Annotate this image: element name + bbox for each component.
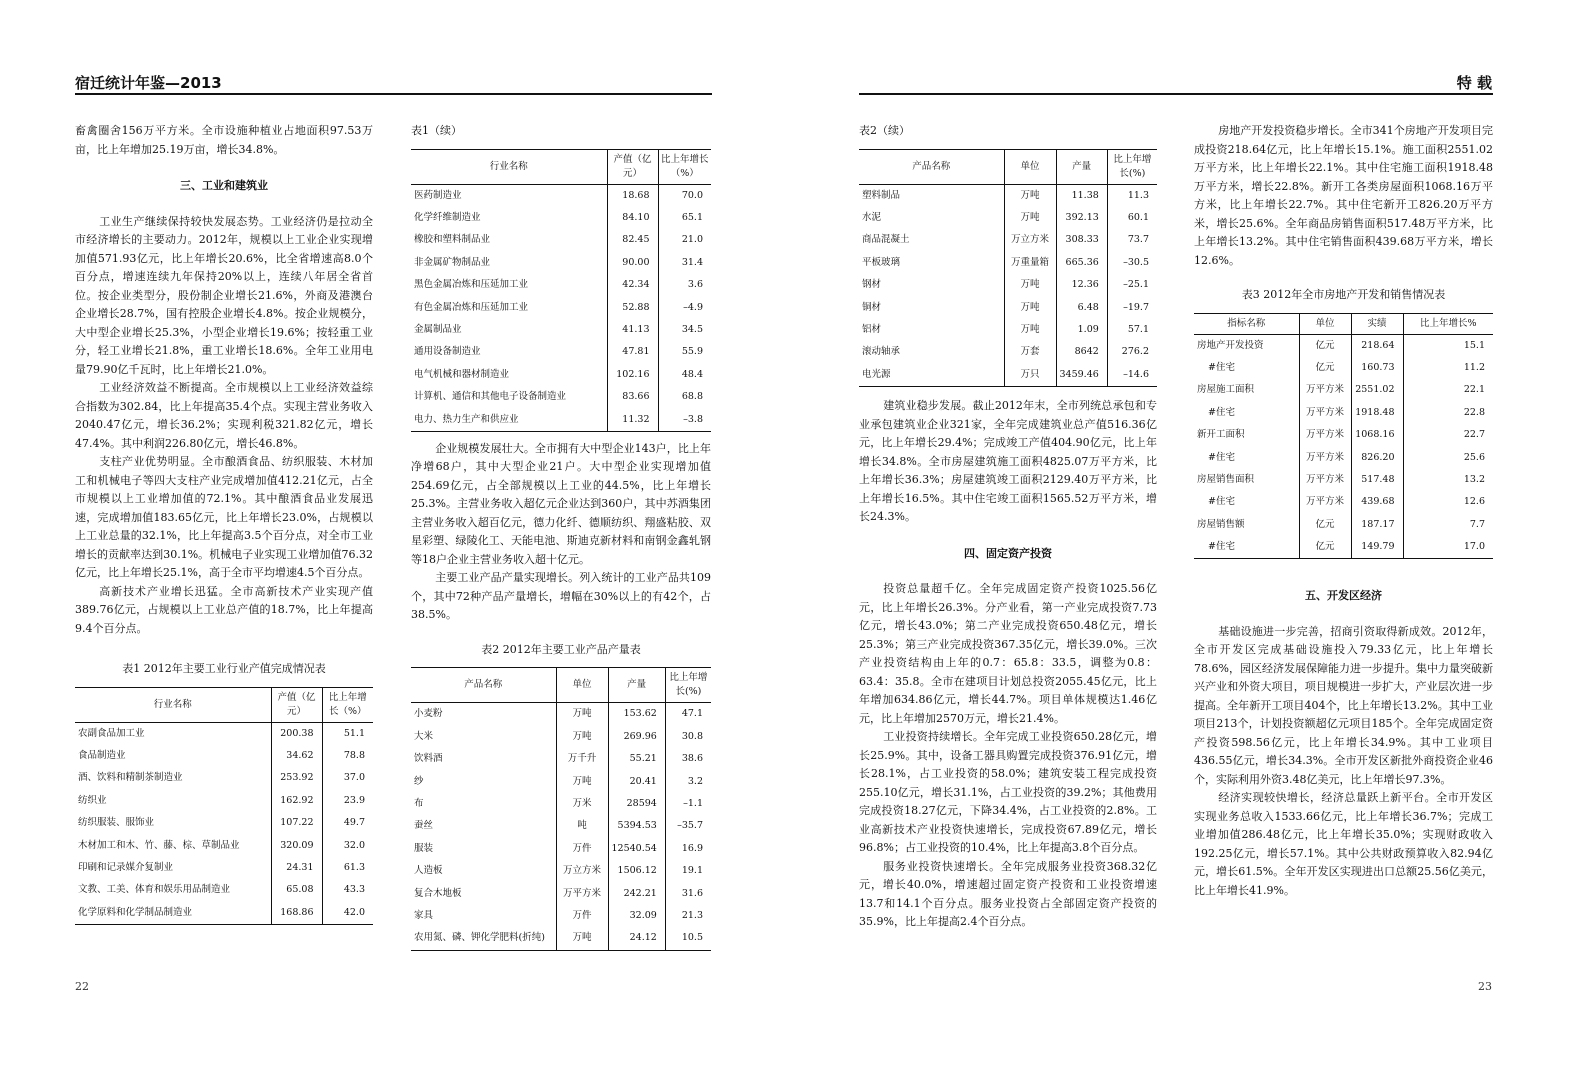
table-cell: 1068.16 xyxy=(1351,424,1403,446)
table-header-cell: 单位 xyxy=(1299,313,1351,334)
left-page xyxy=(0,0,790,1077)
page-number: 23 xyxy=(1478,980,1492,993)
table-1-continued xyxy=(411,149,711,432)
table-row xyxy=(75,834,373,856)
table-cell: 1.09 xyxy=(1056,319,1107,341)
table-cell: 32.09 xyxy=(608,905,665,927)
table-cell: 13.2 xyxy=(1403,469,1493,491)
table-cell: 万吨 xyxy=(556,927,608,950)
table-cell: 47.81 xyxy=(607,341,658,363)
table-cell: 320.09 xyxy=(271,834,322,856)
table-cell: 万平方米 xyxy=(1299,379,1351,401)
table-row xyxy=(75,745,373,767)
table-cell: 18.68 xyxy=(607,184,658,207)
table-cell: 水泥 xyxy=(862,212,882,224)
table-cell: –1.1 xyxy=(665,793,711,815)
table-row xyxy=(411,770,711,792)
table-header-cell: 行业名称 xyxy=(153,698,192,710)
table-header-cell: 产值（亿元） xyxy=(271,687,322,722)
table-cell: 蚕丝 xyxy=(414,820,434,832)
table-row xyxy=(411,703,711,726)
table-row xyxy=(411,905,711,927)
table-cell: 665.36 xyxy=(1056,252,1107,274)
table-cell: 亿元 xyxy=(1299,536,1351,559)
table-row xyxy=(1194,379,1493,401)
table-row xyxy=(859,184,1157,207)
table-cell: 铜材 xyxy=(862,301,882,313)
table-cell: 万吨 xyxy=(1004,184,1056,207)
table-row xyxy=(75,790,373,812)
paragraph: 服务业投资快速增长。全年完成服务业投资368.32亿元，增长40.0%，增速超过固定资产投资和工业投资增速13.7和14.1个百分点。服务业投资占全部固定资产投资的35.9%，比上年提高2.4个百分点。 xyxy=(859,859,1157,929)
table-cell: 万件 xyxy=(556,905,608,927)
table-row xyxy=(411,408,711,431)
table-cell: 11.38 xyxy=(1056,184,1107,207)
table-cell: 32.0 xyxy=(322,834,373,856)
table-cell: –35.7 xyxy=(665,815,711,837)
table-cell: 金属制品业 xyxy=(414,324,462,336)
table-cell: #住宅 xyxy=(1208,496,1235,508)
table-1 xyxy=(75,687,373,926)
table-row xyxy=(1194,514,1493,536)
table-cell: 12540.54 xyxy=(608,838,665,860)
table-cell: 102.16 xyxy=(607,364,658,386)
table-header-cell: 指标名称 xyxy=(1227,317,1266,329)
table-cell: 新开工面积 xyxy=(1197,429,1245,441)
table-cell: 万平方米 xyxy=(1299,491,1351,513)
table-cell: 亿元 xyxy=(1299,334,1351,357)
table-cell: 万套 xyxy=(1004,341,1056,363)
table-cell: 57.1 xyxy=(1107,319,1157,341)
table-row xyxy=(411,274,711,296)
table-cell: 万吨 xyxy=(1004,319,1056,341)
table-cell: 218.64 xyxy=(1351,334,1403,357)
table-cell: 房屋销售面积 xyxy=(1197,474,1255,486)
table-cell: 34.5 xyxy=(658,319,711,341)
table-cell: 钢材 xyxy=(862,279,882,291)
table-cell: 电光源 xyxy=(862,368,891,380)
table-cell: 平板玻璃 xyxy=(862,256,901,268)
table-cell: 服装 xyxy=(414,842,434,854)
paragraph: 投资总量超千亿。全年完成固定资产投资1025.56亿元，比上年增长26.3%。分产业看，第一产业完成投资7.73亿元，增长43.0%；第二产业完成投资650.48亿元，增长25.3%；第三产业完成投资367.35亿元，增长39.0%。三次产业投资结构由上年的0.7：65.8：33.5，调整为0.8：63.4：35.8。全市在建项目计划总投资2055.45亿元，比上年增加634.86亿元，增长44.7%。项目单体规模达1.46亿元，比上年增加2570万元，增长21.4%。 xyxy=(859,582,1157,725)
table-cell: –19.7 xyxy=(1107,296,1157,318)
table-cell: 3459.46 xyxy=(1056,364,1107,387)
table-cell: 万只 xyxy=(1004,364,1056,387)
table-cell: 滚动轴承 xyxy=(862,346,901,358)
table-cell: 78.8 xyxy=(322,745,373,767)
table-cell: 200.38 xyxy=(271,722,322,745)
table-cell: –30.5 xyxy=(1107,252,1157,274)
table-row xyxy=(411,793,711,815)
table-row xyxy=(411,184,711,207)
table-row xyxy=(1194,334,1493,357)
table-cell: 23.9 xyxy=(322,790,373,812)
table-row xyxy=(75,902,373,925)
table-cell: 20.41 xyxy=(608,770,665,792)
table-cell: 万千升 xyxy=(556,748,608,770)
paragraph: 房地产开发投资稳步增长。全市341个房地产开发项目完成投资218.64亿元，比上年增长15.1%。施工面积2551.02万平方米，比上年增长22.1%。其中住宅施工面积1918.48万平方米，增长22.8%。新开工各类房屋面积1068.16万平方米，比上年增长22.7%。其中住宅新开工826.20万平方米，增长25.6%。全年商品房销售面积517.48万平方米，比上年增长13.2%。其中住宅销售面积439.68万平方米，增长12.6%。 xyxy=(1194,124,1493,267)
table-cell: 食品制造业 xyxy=(78,750,126,762)
table-cell: 万平方米 xyxy=(1299,424,1351,446)
table-cell: 30.8 xyxy=(665,726,711,748)
table-cell: 153.62 xyxy=(608,703,665,726)
paragraph: 高新技术产业增长迅猛。全市高新技术产业实现产值389.76亿元，占规模以上工业总产值的18.7%，比上年提高9.4个百分点。 xyxy=(75,584,373,635)
table-row xyxy=(411,927,711,950)
table-cell: 万立方米 xyxy=(1004,229,1056,251)
table-row xyxy=(411,726,711,748)
table-cell: 复合木地板 xyxy=(414,887,462,899)
table-cell: 82.45 xyxy=(607,229,658,251)
table-cell: 392.13 xyxy=(1056,207,1107,229)
table-cell: 木材加工和木、竹、藤、棕、草制品业 xyxy=(78,839,240,851)
table-cell: 人造板 xyxy=(414,865,443,877)
table-header-cell: 比上年增长(%) xyxy=(665,668,711,703)
table-cell: 60.1 xyxy=(1107,207,1157,229)
table-row xyxy=(75,767,373,789)
table-row xyxy=(411,252,711,274)
table-cell: 16.9 xyxy=(665,838,711,860)
table-cell: 31.4 xyxy=(658,252,711,274)
table-header-cell: 单位 xyxy=(1004,149,1056,184)
table-cell: 24.31 xyxy=(271,857,322,879)
table-header-cell: 产值（亿元） xyxy=(607,149,658,184)
table-cell: 19.1 xyxy=(665,860,711,882)
table-cell: 万吨 xyxy=(1004,207,1056,229)
table-cell: #住宅 xyxy=(1208,362,1235,374)
table-row xyxy=(411,748,711,770)
table-cell: 41.13 xyxy=(607,319,658,341)
paragraph: 企业规模发展壮大。全市拥有大中型企业143户，比上年净增68户，其中大型企业21户。大中型企业实现增加值254.69亿元，占全部规模以上工业的44.5%，比上年增长25.3%。主营业务收入超亿元企业达到360户，其中苏酒集团主营业务收入超百亿元，德力化纤、德顺纺织、翔盛粘胶、双星彩塑、绿陵化工、天能电池、斯迪克新材料和南钢金鑫轧钢等18户企业主营业务收入超十亿元。 xyxy=(411,441,711,566)
table-cell: 2551.02 xyxy=(1351,379,1403,401)
table-row xyxy=(411,229,711,251)
table-cell: 纱 xyxy=(414,775,424,787)
table-cell: 小麦粉 xyxy=(414,708,443,720)
table-cell: 亿元 xyxy=(1299,357,1351,379)
table-cell: #住宅 xyxy=(1208,541,1235,553)
table-cell: 化学原料和化学制品制造业 xyxy=(78,906,193,918)
table-cell: 万平方米 xyxy=(1299,469,1351,491)
table-row xyxy=(1194,446,1493,468)
paragraph: 主要工业产品产量实现增长。列入统计的工业产品共109个，其中72种产品产量增长，增幅在30%以上的有42个，占38.5%。 xyxy=(411,571,711,622)
table-cell: 439.68 xyxy=(1351,491,1403,513)
paragraph: 工业生产继续保持较快发展态势。工业经济仍是拉动全市经济增长的主要动力。2012年，规模以上工业企业实现增加值571.93亿元，比上年增长20.6%，比全省增速高8.0个百分点，增速连续九年保持20%以上，连续八年居全省首位。按企业类型分，股份制企业增长21.6%，外商及港澳台企业增长28.7%，国有控股企业增长4.8%。按企业规模分，大中型企业增长25.3%，小型企业增长19.6%；按轻重工业分，轻工业增长21.8%，重工业增长18.6%。全年工业用电量79.90亿千瓦时，比上年增长21.0%。 xyxy=(75,214,373,376)
table-row xyxy=(411,838,711,860)
table-cell: 49.7 xyxy=(322,812,373,834)
table-cell: 84.10 xyxy=(607,207,658,229)
table-cell: 22.1 xyxy=(1403,379,1493,401)
table-cell: 农用氮、磷、钾化学肥料(折纯) xyxy=(414,932,545,944)
table-cell: 电气机械和器材制造业 xyxy=(414,368,510,380)
table-cell: 万吨 xyxy=(556,770,608,792)
table-row xyxy=(411,341,711,363)
table-cell: 22.7 xyxy=(1403,424,1493,446)
paragraph: 畜禽圈舍156万平方米。全市设施种植业占地面积97.53万亩，比上年增加25.19万亩，增长34.8%。 xyxy=(75,124,373,156)
left-column-1 xyxy=(75,122,373,925)
table-cell: 通用设备制造业 xyxy=(414,346,481,358)
table-2 xyxy=(411,667,711,950)
table-cell: –25.1 xyxy=(1107,274,1157,296)
page-number: 22 xyxy=(75,980,89,993)
table-cell: 万件 xyxy=(556,838,608,860)
table-cell: 万吨 xyxy=(556,703,608,726)
right-header-rule xyxy=(859,93,1493,95)
table-row xyxy=(75,857,373,879)
table-header-cell: 产量 xyxy=(608,668,665,703)
table-row xyxy=(859,296,1157,318)
table-cell: 42.0 xyxy=(322,902,373,925)
table-cell: 万吨 xyxy=(1004,296,1056,318)
right-column-2 xyxy=(1194,122,1493,900)
table-cell: 10.5 xyxy=(665,927,711,950)
table-row xyxy=(1194,424,1493,446)
table-header-cell: 产量 xyxy=(1056,149,1107,184)
table-cell: 万立方米 xyxy=(556,860,608,882)
table-cell: #住宅 xyxy=(1208,451,1235,463)
left-header-rule xyxy=(75,93,712,95)
table-cell: 15.1 xyxy=(1403,334,1493,357)
table-cell: 吨 xyxy=(556,815,608,837)
table-cell: 3.6 xyxy=(658,274,711,296)
table-cell: 73.7 xyxy=(1107,229,1157,251)
table-cell: 万米 xyxy=(556,793,608,815)
table-cell: 517.48 xyxy=(1351,469,1403,491)
table-cell: 电力、热力生产和供应业 xyxy=(414,413,519,425)
table-caption: 表3 2012年全市房地产开发和销售情况表 xyxy=(1241,288,1446,301)
right-column-1 xyxy=(859,122,1157,932)
table-header-cell: 产品名称 xyxy=(464,679,503,691)
table-cell: 51.1 xyxy=(322,722,373,745)
table-cell: 亿元 xyxy=(1299,514,1351,536)
table-cell: 饮料酒 xyxy=(414,753,443,765)
table-cell: 7.7 xyxy=(1403,514,1493,536)
table-header-cell: 比上年增长(%) xyxy=(1107,149,1157,184)
table-row xyxy=(411,860,711,882)
table-cell: 8642 xyxy=(1056,341,1107,363)
paragraph: 经济实现较快增长，经济总量跃上新平台。全市开发区实现业务总收入1533.66亿元，比上年增长36.7%；完成工业增加值286.48亿元，比上年增长35.0%；实现财政收入192.25亿元，增长57.1%。其中公共财政预算收入82.94亿元，增长61.5%。全年开发区实现进出口总额25.56亿美元，比上年增长41.9%。 xyxy=(1194,791,1493,897)
table-cell: 万平方米 xyxy=(1299,402,1351,424)
table-cell: 11.32 xyxy=(607,408,658,431)
table-header-cell: 产品名称 xyxy=(912,160,951,172)
table-cell: 83.66 xyxy=(607,386,658,408)
table-cell: 25.6 xyxy=(1403,446,1493,468)
table-row xyxy=(1194,402,1493,424)
table-row xyxy=(1194,469,1493,491)
table-cell: 6.48 xyxy=(1056,296,1107,318)
paragraph: 工业投资持续增长。全年完成工业投资650.28亿元，增长25.9%。其中，设备工器具购置完成投资376.91亿元，增长28.1%，占工业投资的58.0%；建筑安装工程完成投资255.10亿元，增长31.1%，占工业投资的39.2%；其他费用完成投资18.27亿元，下降34.4%，占工业投资的2.8%。工业高新技术产业投资快速增长，完成投资67.89亿元，增长96.8%；占工业投资的10.4%，比上年提高3.8个百分点。 xyxy=(859,730,1157,855)
section-title: 四、固定资产投资 xyxy=(964,546,1052,560)
paragraph: 基础设施进一步完善，招商引资取得新成效。2012年，全市开发区完成基础设施投入79.33亿元，比上年增长78.6%，园区经济发展保障能力进一步提升。集中力量突破新兴产业和外资大项目，项目规模进一步扩大，产业层次进一步提高。全年新开工项目404个，比上年增长13.2%。其中工业项目213个，计划投资额超亿元项目185个。全年完成固定资产投资598.56亿元，比上年增长34.9%。其中工业项目436.55亿元，增长34.3%。全市开发区新批外商投资企业46个，实际利用外资3.48亿美元，比上年增长97.3%。 xyxy=(1194,624,1493,786)
paragraph: 工业经济效益不断提高。全市规模以上工业经济效益综合指数为302.84，比上年提高35.4个点。实现主营业务收入2040.47亿元，增长36.2%；实现利税321.82亿元，增长47.4%。其中利润226.80亿元，增长46.8%。 xyxy=(75,381,373,450)
table-cell: 43.3 xyxy=(322,879,373,901)
table-cell: 万吨 xyxy=(556,726,608,748)
table-cell: 52.88 xyxy=(607,296,658,318)
right-page xyxy=(797,0,1587,1077)
table-cell: 房地产开发投资 xyxy=(1197,339,1264,351)
table-cell: 万重量箱 xyxy=(1004,252,1056,274)
table-cell: 55.9 xyxy=(658,341,711,363)
table-cell: 酒、饮料和精制茶制造业 xyxy=(78,772,183,784)
table-cell: 187.17 xyxy=(1351,514,1403,536)
table-cell: 化学纤维制造业 xyxy=(414,212,481,224)
table-header-cell: 比上年增长（%） xyxy=(322,687,373,722)
table-cell: 农副食品加工业 xyxy=(78,727,145,739)
right-running-head: 特 载 xyxy=(1456,74,1492,92)
table-row xyxy=(859,319,1157,341)
table-header-cell: 单位 xyxy=(556,668,608,703)
table-header-cell: 比上年增长（%） xyxy=(658,149,711,184)
table-cell: 万平方米 xyxy=(556,882,608,904)
table-row xyxy=(859,274,1157,296)
table-row xyxy=(859,364,1157,387)
table-cell: #住宅 xyxy=(1208,406,1235,418)
table-cell: 28594 xyxy=(608,793,665,815)
table-cell: 90.00 xyxy=(607,252,658,274)
table-cell: 22.8 xyxy=(1403,402,1493,424)
table-row xyxy=(859,207,1157,229)
table-cell: 11.2 xyxy=(1403,357,1493,379)
table-cell: 3.2 xyxy=(665,770,711,792)
table-cell: 医药制造业 xyxy=(414,189,462,201)
table-cell: 38.6 xyxy=(665,748,711,770)
table-cell: 有色金属冶炼和压延加工业 xyxy=(414,301,529,313)
table-cell: 家具 xyxy=(414,910,434,921)
table-row xyxy=(411,319,711,341)
left-column-2 xyxy=(411,122,711,951)
table-cell: 12.36 xyxy=(1056,274,1107,296)
table-cell: 160.73 xyxy=(1351,357,1403,379)
table-cell: 纺织业 xyxy=(78,794,107,806)
table-cell: 65.1 xyxy=(658,207,711,229)
table-cell: 布 xyxy=(414,798,424,810)
table-2-continued xyxy=(859,149,1157,388)
table-header-cell: 比上年增长% xyxy=(1403,313,1493,334)
left-running-head: 宿迁统计年鉴—2013 xyxy=(75,74,222,92)
table-caption: 表1（续） xyxy=(411,124,462,137)
table-row xyxy=(859,252,1157,274)
table-cell: 24.12 xyxy=(608,927,665,950)
table-header-cell: 实绩 xyxy=(1351,313,1403,334)
table-cell: 1506.12 xyxy=(608,860,665,882)
table-cell: 橡胶和塑料制品业 xyxy=(414,234,491,246)
table-cell: 55.21 xyxy=(608,748,665,770)
table-row xyxy=(411,882,711,904)
table-cell: 242.21 xyxy=(608,882,665,904)
table-row xyxy=(411,207,711,229)
table-cell: 48.4 xyxy=(658,364,711,386)
paragraph: 支柱产业优势明显。全市酿酒食品、纺织服装、木材加工和机械电子等四大支柱产业完成增加值412.21亿元，占全市规模以上工业增加值的72.1%。其中酿酒食品业发展迅速，完成增加值183.65亿元，比上年增长23.0%，占规模以上工业总量的32.1%，比上年提高3.5个百分点，对全市工业增长的贡献率达到30.1%。机械电子业实现工业增加值76.32亿元，比上年增长25.1%，高于全市平均增速4.5个百分点。 xyxy=(75,455,373,579)
table-row xyxy=(411,296,711,318)
table-cell: 31.6 xyxy=(665,882,711,904)
table-cell: 房屋施工面积 xyxy=(1197,384,1255,396)
table-cell: 276.2 xyxy=(1107,341,1157,363)
table-cell: 塑料制品 xyxy=(862,189,901,201)
paragraph: 建筑业稳步发展。截止2012年末，全市列统总承包和专业承包建筑业企业321家，全年完成建筑业总产值516.36亿元，比上年增长29.4%；完成竣工产值404.90亿元，比上年增长34.8%。全市房屋建筑施工面积4825.07万平方米，比上年增长36.3%；房屋建筑竣工面积2129.40万平方米，比上年增长16.5%。其中住宅竣工面积1565.52万平方米，增长24.3%。 xyxy=(859,399,1157,524)
table-cell: 12.6 xyxy=(1403,491,1493,513)
table-cell: 万平方米 xyxy=(1299,446,1351,468)
table-cell: 商品混凝土 xyxy=(862,234,910,246)
table-row xyxy=(75,812,373,834)
table-row xyxy=(1194,357,1493,379)
table-cell: 269.96 xyxy=(608,726,665,748)
table-cell: 70.0 xyxy=(658,184,711,207)
table-row xyxy=(859,229,1157,251)
table-row xyxy=(75,722,373,745)
table-row xyxy=(411,364,711,386)
table-cell: 826.20 xyxy=(1351,446,1403,468)
table-cell: 印刷和记录媒介复制业 xyxy=(78,862,174,874)
table-cell: –3.8 xyxy=(658,408,711,431)
table-row xyxy=(1194,536,1493,559)
table-cell: 17.0 xyxy=(1403,536,1493,559)
table-row xyxy=(75,879,373,901)
table-cell: 21.3 xyxy=(665,905,711,927)
table-row xyxy=(411,386,711,408)
table-cell: –14.6 xyxy=(1107,364,1157,387)
table-cell: 308.33 xyxy=(1056,229,1107,251)
table-cell: 万吨 xyxy=(1004,274,1056,296)
table-cell: 1918.48 xyxy=(1351,402,1403,424)
table-cell: 黑色金属冶炼和压延加工业 xyxy=(414,279,529,291)
table-cell: 5394.53 xyxy=(608,815,665,837)
table-cell: 65.08 xyxy=(271,879,322,901)
table-cell: 107.22 xyxy=(271,812,322,834)
table-cell: –4.9 xyxy=(658,296,711,318)
table-cell: 162.92 xyxy=(271,790,322,812)
table-caption: 表1 2012年主要工业行业产值完成情况表 xyxy=(122,662,326,675)
table-cell: 非金属矿物制品业 xyxy=(414,256,491,268)
table-cell: 铝材 xyxy=(862,324,882,336)
table-header-cell: 行业名称 xyxy=(489,160,528,172)
table-cell: 纺织服装、服饰业 xyxy=(78,817,155,829)
table-cell: 42.34 xyxy=(607,274,658,296)
table-cell: 68.8 xyxy=(658,386,711,408)
table-row xyxy=(859,341,1157,363)
table-cell: 计算机、通信和其他电子设备制造业 xyxy=(414,391,567,403)
table-cell: 11.3 xyxy=(1107,184,1157,207)
table-cell: 大米 xyxy=(414,730,434,742)
table-caption: 表2 2012年主要工业产品产量表 xyxy=(481,642,641,656)
table-row xyxy=(1194,491,1493,513)
section-title: 三、工业和建筑业 xyxy=(180,179,268,192)
table-cell: 21.0 xyxy=(658,229,711,251)
table-cell: 34.62 xyxy=(271,745,322,767)
section-title: 五、开发区经济 xyxy=(1305,589,1382,603)
table-3 xyxy=(1194,313,1493,560)
table-cell: 253.92 xyxy=(271,767,322,789)
table-cell: 168.86 xyxy=(271,902,322,925)
table-cell: 61.3 xyxy=(322,857,373,879)
table-cell: 149.79 xyxy=(1351,536,1403,559)
table-cell: 47.1 xyxy=(665,703,711,726)
table-caption: 表2（续） xyxy=(859,124,910,137)
table-cell: 房屋销售额 xyxy=(1197,518,1245,530)
table-cell: 37.0 xyxy=(322,767,373,789)
table-row xyxy=(411,815,711,837)
table-cell: 文教、工美、体育和娱乐用品制造业 xyxy=(78,884,231,896)
